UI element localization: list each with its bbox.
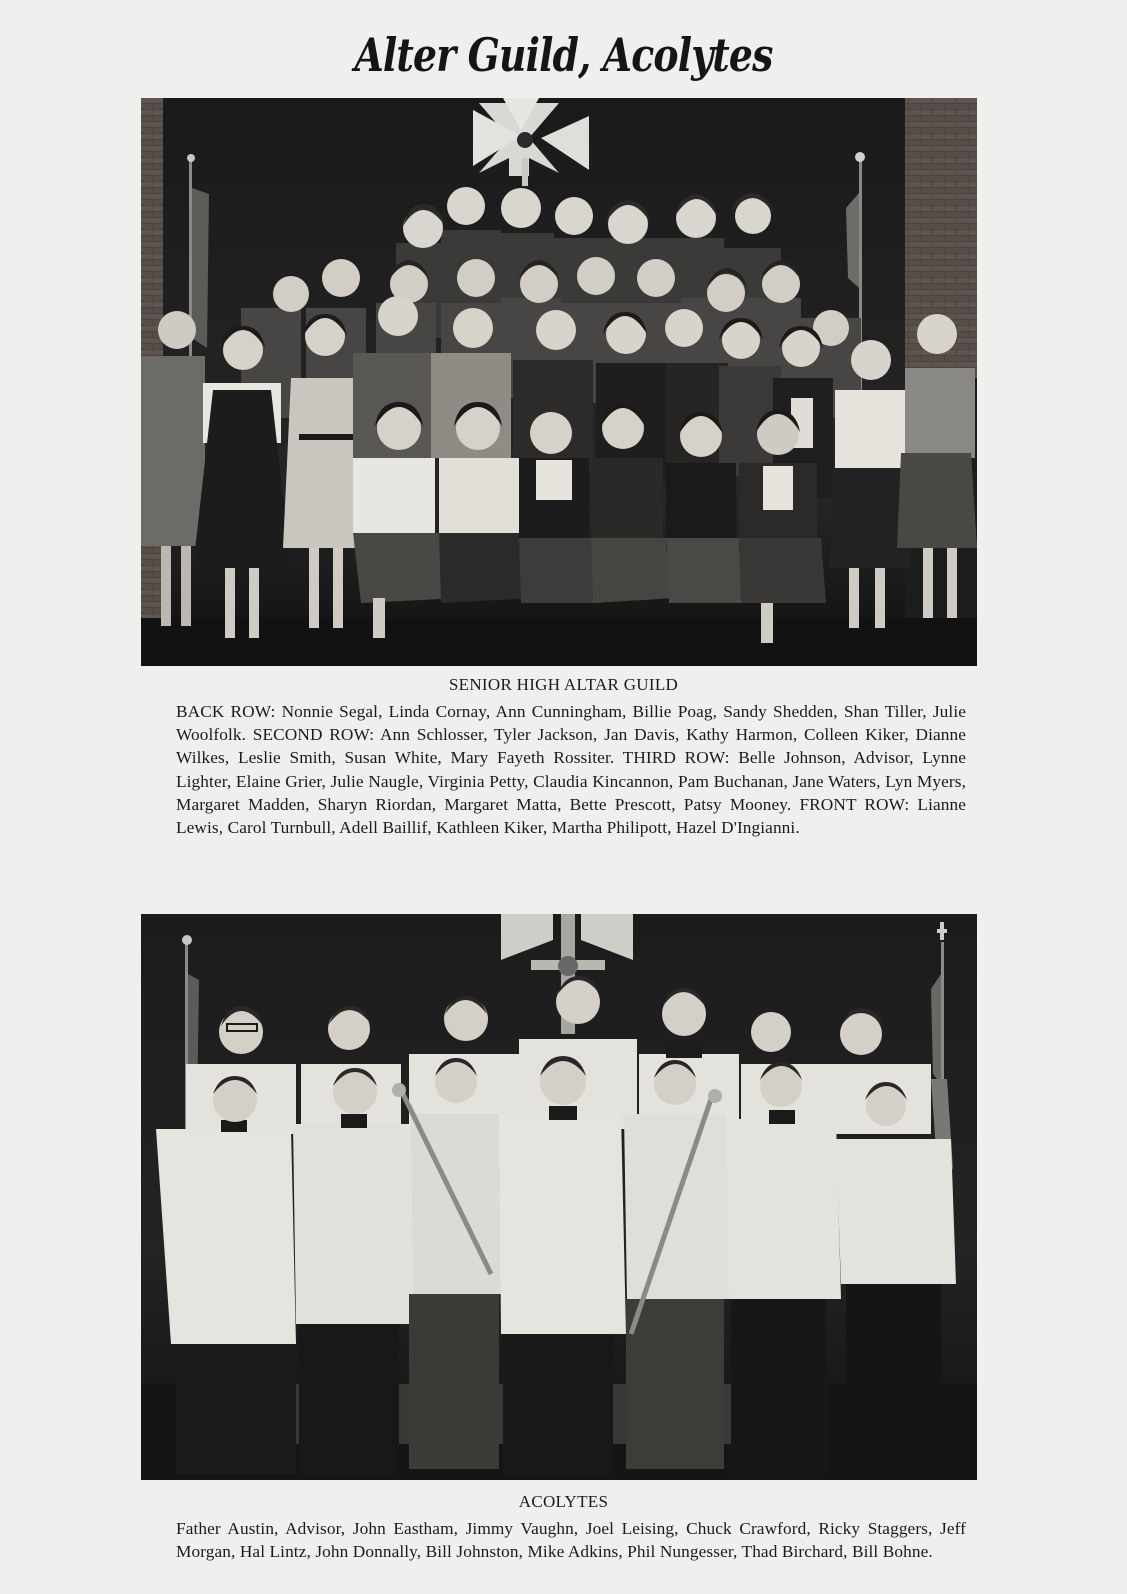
altar-guild-heading: SENIOR HIGH ALTAR GUILD xyxy=(448,675,679,694)
acolytes-photo xyxy=(141,914,977,1480)
page-title: Alter Guild, Acolytes xyxy=(354,28,773,82)
altar-guild-photo xyxy=(141,98,977,666)
altar-guild-caption: BACK ROW: Nonnie Segal, Linda Cornay, Ann Cunningham, Billie Poag, Sandy Shedden, Shan Tiller, Julie Woolfolk. SECOND ROW: Ann Schlosser, Tyler Jackson, Jan Davis, Kathy Harmon, Colleen Kiker, Dianne Wilkes, Leslie Smith, Susan White, Mary Fayeth Rossiter. THIRD ROW: Belle Johnson, Advisor, Lynne Lighter, Elaine Grier, Julie Naugle, Virginia Petty, Claudia Kincannon, Pam Buchanan, Jane Waters, Lyn Myers, Margaret Madden, Sharyn Riordan, Margaret Matta, Bette Prescott, Patsy Mooney. FRONT ROW: Lianne Lewis, Carol Turnbull, Adell Baillif, Kathleen Kiker, Martha Philipott, Hazel D'Ingianni. xyxy=(176,702,966,838)
acolytes-heading: ACOLYTES xyxy=(518,1492,609,1511)
altar-guild-photo-art xyxy=(141,98,977,666)
acolytes-caption: Father Austin, Advisor, John Eastham, Jimmy Vaughn, Joel Leising, Chuck Crawford, Ricky Staggers, Jeff Morgan, Hal Lintz, John Donnally, Bill Johnston, Mike Adkins, Phil Nungesser, Thad Birchard, Bill Bohne. xyxy=(176,1519,966,1562)
acolytes-photo-art xyxy=(141,914,977,1480)
